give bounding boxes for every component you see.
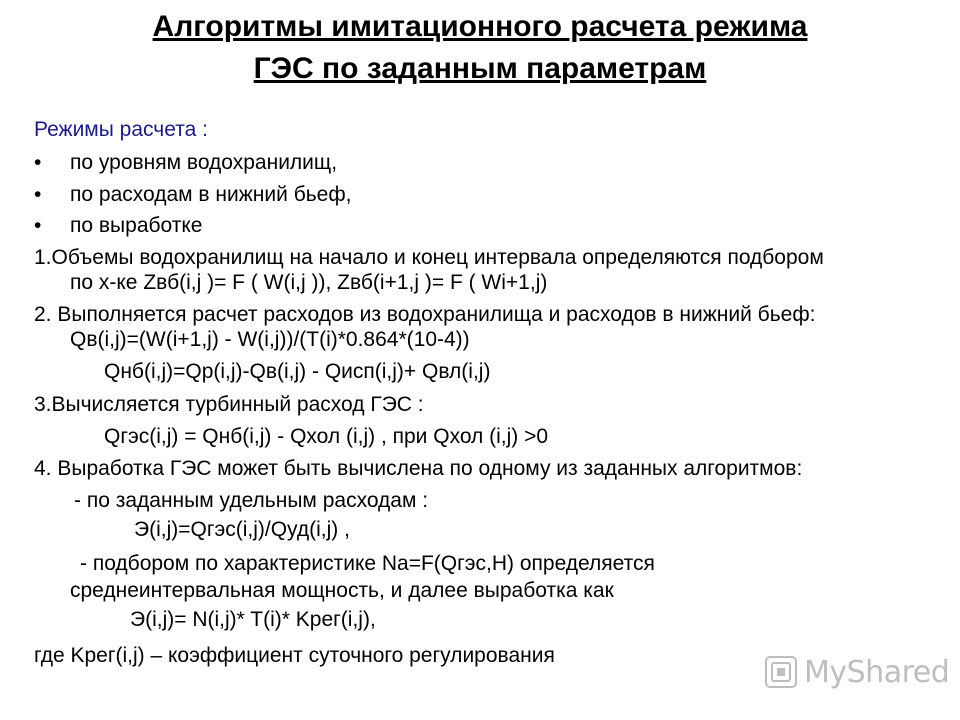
step4-option2-cont: среднеинтервальная мощность, и далее выработка как (70, 579, 614, 602)
mode-item: по выработке (70, 214, 203, 237)
step2-formula-qnb: Qнб(i,j)=Qр(i,j)-Qв(i,j) - Qисп(i,j)+ Qвл(i,j) (104, 360, 491, 383)
mode-item: по уровням водохранилищ, (70, 151, 338, 174)
step4-option1: - по заданным удельным расходам : (74, 489, 429, 512)
step3-line1: 3.Вычисляется турбинный расход ГЭС : (34, 393, 424, 416)
step1-line2: по х-ке Zвб(i,j )= F ( W(i,j )), Zвб(i+1,j )= F ( Wi+1,j) (70, 271, 548, 294)
slide-title-line1: Алгоритмы имитационного расчета режима (152, 10, 808, 43)
step1-line1: 1.Объемы водохранилищ на начало и конец интервала определяются подбором (34, 246, 824, 269)
step2-line1: 2. Выполняется расчет расходов из водохранилища и расходов в нижний бьеф: (34, 303, 816, 326)
step3-formula-qges: Qгэс(i,j) = Qнб(i,j) - Qхол (i,j) , при Qхол (i,j) >0 (104, 425, 549, 448)
step4-formula-e2: Э(i,j)= N(i,j)* T(i)* Kрег(i,j), (130, 608, 376, 631)
step2-formula-qv: Qв(i,j)=(W(i+1,j) - W(i,j))/(T(i)*0.864*(10-4)) (70, 328, 470, 351)
step4-option2: - подбором по характеристике Nа=F(Qгэс,H) определяется (80, 552, 655, 575)
myshared-watermark (764, 650, 949, 694)
myshared-logo-icon (764, 655, 798, 689)
mode-item: по расходам в нижний бьеф, (70, 183, 352, 206)
step4-line1: 4. Выработка ГЭС может быть вычислена по одному из заданных алгоритмов: (34, 457, 803, 480)
slide-title-line2: ГЭС по заданным параметрам (253, 52, 707, 85)
bullet-icon: • (34, 183, 42, 206)
watermark-brand: MyShared (804, 654, 950, 690)
modes-heading: Режимы расчета : (34, 118, 208, 141)
step4-kreg-note: где Kрег(i,j) – коэффициент суточного регулирования (34, 644, 555, 667)
step4-formula-e1: Э(i,j)=Qгэс(i,j)/Qуд(i,j) , (134, 518, 350, 541)
bullet-icon: • (34, 214, 42, 237)
bullet-icon: • (34, 151, 42, 174)
